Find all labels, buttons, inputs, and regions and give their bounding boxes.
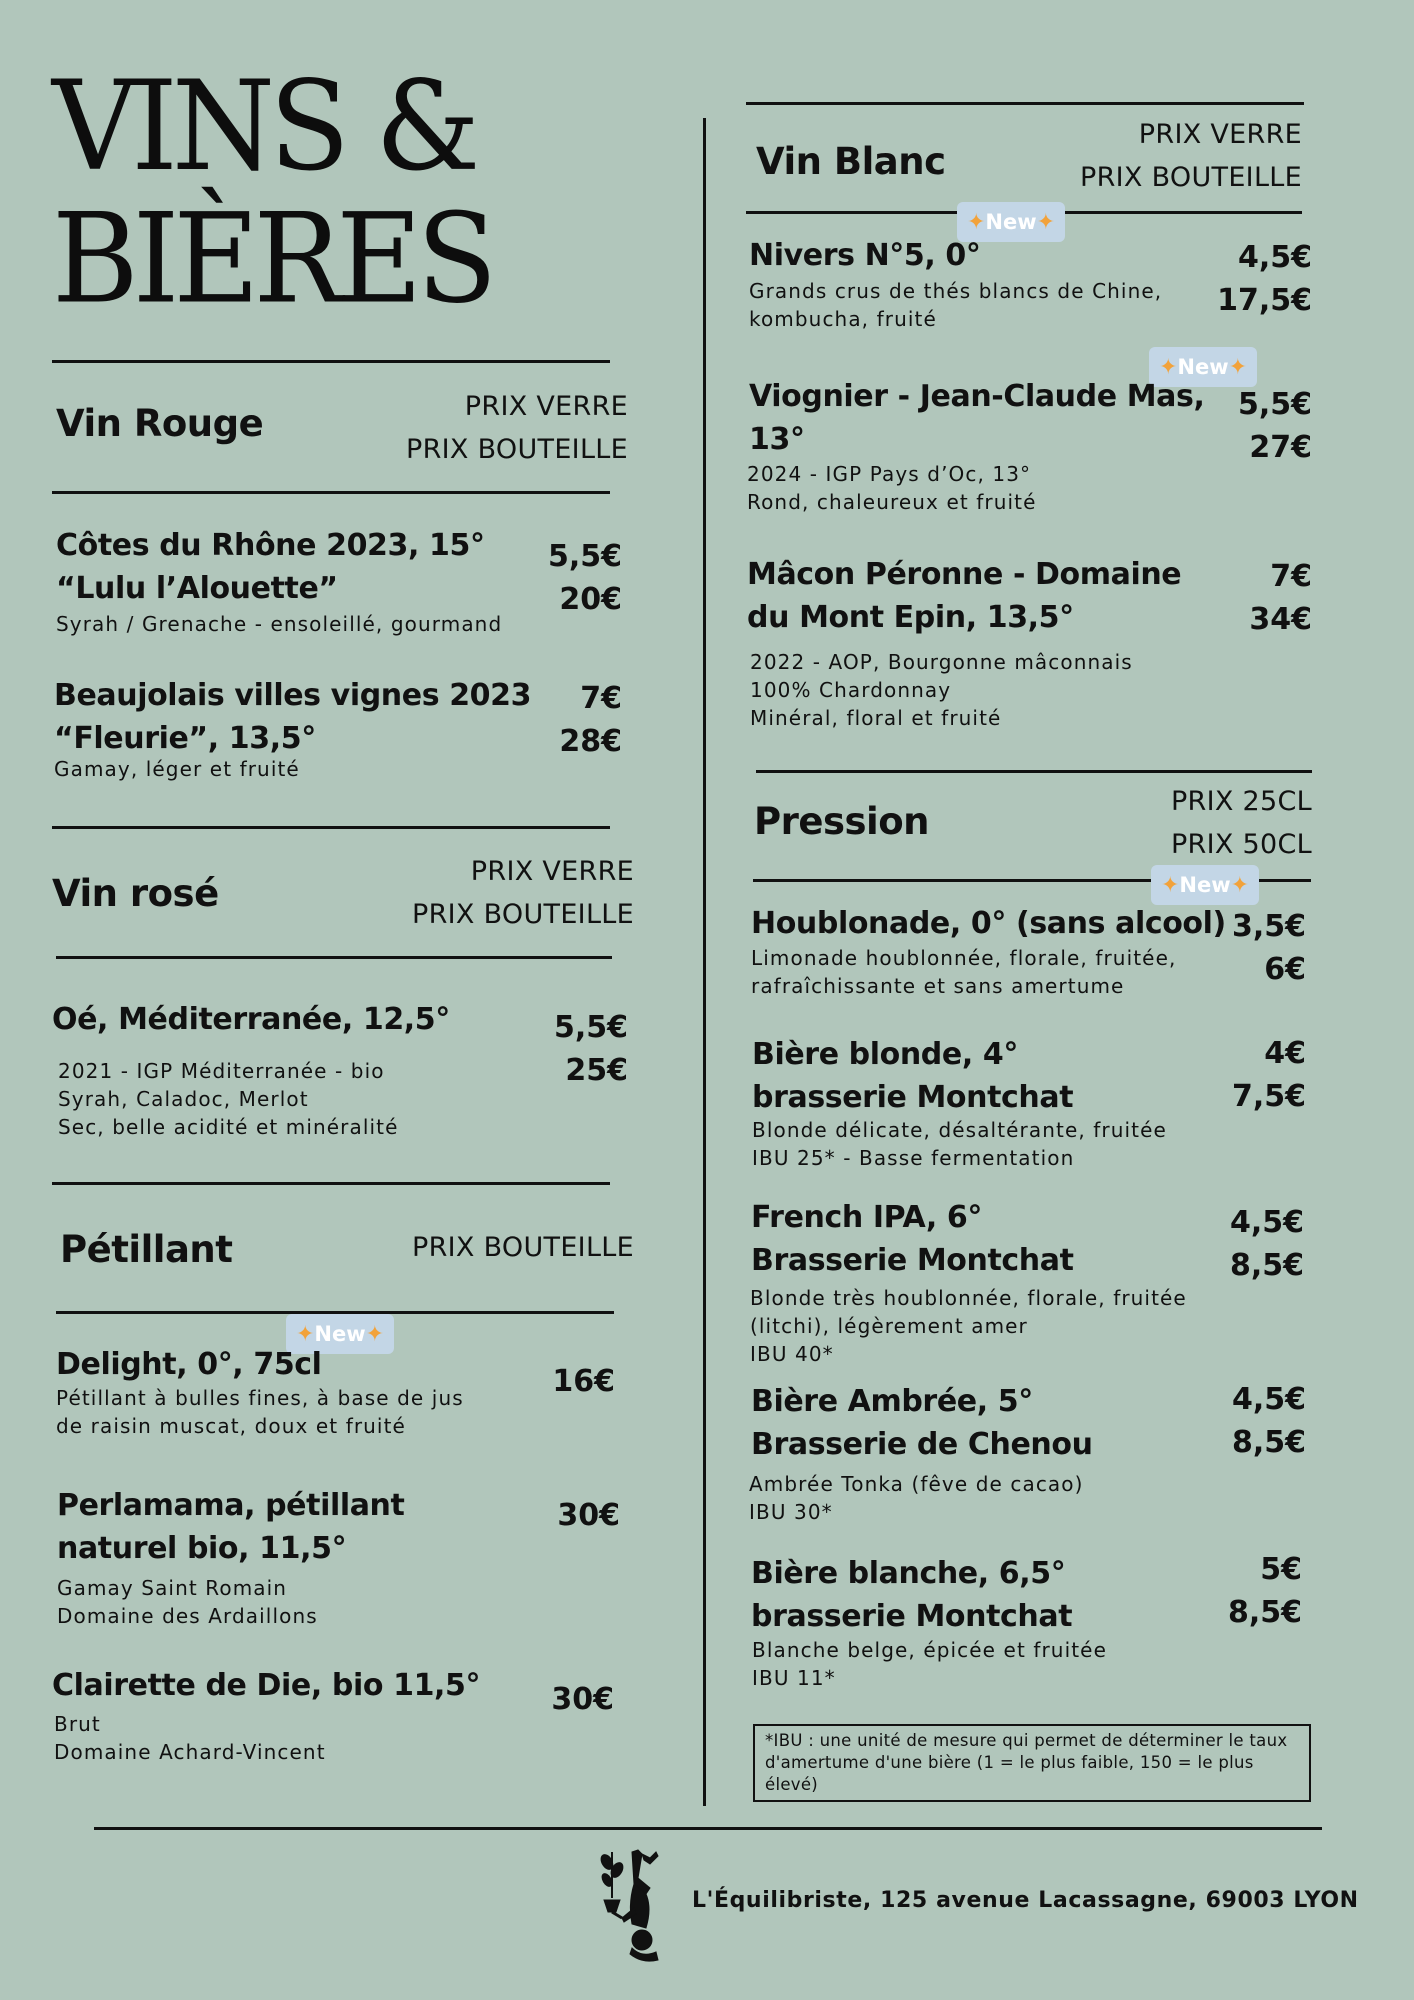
menu-title-line1: VINS &	[52, 53, 475, 199]
item-price: 4,5€ 17,5€	[1217, 240, 1312, 318]
item-price: 30€	[551, 1682, 614, 1717]
section-divider	[756, 770, 1312, 773]
sparkle-icon: ✦	[295, 1321, 315, 1347]
section-divider	[52, 491, 610, 494]
sparkle-icon: ✦	[966, 209, 986, 235]
section-title-vin-rouge: Vin Rouge	[56, 402, 264, 445]
ibu-footnote: *IBU : une unité de mesure qui permet de déterminer le taux d'amertume d'une bière (1 = le plus faible, 150 = le plus élevé)	[753, 1724, 1311, 1802]
sparkle-icon: ✦	[1158, 354, 1178, 380]
item-price: 5€ 8,5€	[1227, 1552, 1302, 1630]
item-name: Houblonade, 0° (sans alcool)	[751, 906, 1226, 941]
item-name: Delight, 0°, 75cl	[56, 1347, 322, 1382]
item-description: 2024 - IGP Pays d’Oc, 13° Rond, chaleureux et fruité	[747, 462, 1037, 514]
item-price: 4€ 7,5€	[1231, 1036, 1306, 1114]
item-name: Oé, Méditerranée, 12,5°	[52, 1002, 450, 1037]
item-name: Bière blanche, 6,5° brasserie Montchat	[751, 1556, 1073, 1634]
item-name: Bière blonde, 4° brasserie Montchat	[752, 1037, 1074, 1115]
item-price: 5,5€ 25€	[553, 1010, 628, 1088]
sparkle-icon: ✦	[1160, 872, 1180, 898]
item-price: 7€ 34€	[1249, 559, 1312, 637]
item-description: Pétillant à bulles fines, à base de jus de raisin muscat, doux et fruité	[56, 1386, 464, 1438]
menu-title	[52, 53, 492, 331]
sparkle-icon: ✦	[1230, 872, 1250, 898]
footer-address: L'Équilibriste, 125 avenue Lacassagne, 69003 LYON	[692, 1888, 1359, 1913]
item-description: Syrah / Grenache - ensoleillé, gourmand	[56, 612, 503, 636]
item-description: Brut Domaine Achard-Vincent	[54, 1712, 326, 1764]
item-description: Grands crus de thés blancs de Chine, kombucha, fruité	[749, 279, 1163, 331]
item-price: 3,5€ 6€	[1231, 909, 1306, 987]
item-description: Gamay Saint Romain Domaine des Ardaillons	[57, 1576, 318, 1628]
item-name: Perlamama, pétillant naturel bio, 11,5°	[57, 1488, 405, 1566]
item-price: 5,5€ 27€	[1237, 387, 1312, 465]
sparkle-icon: ✦	[365, 1321, 385, 1347]
item-name: Viognier - Jean-Claude Mas, 13°	[749, 379, 1205, 457]
section-title-pression: Pression	[754, 800, 929, 843]
item-price: 5,5€ 20€	[547, 539, 622, 617]
item-description: Limonade houblonnée, florale, fruitée, rafraîchissante et sans amertume	[751, 946, 1177, 998]
section-title-petillant: Pétillant	[60, 1228, 233, 1271]
section-divider	[52, 1182, 610, 1185]
item-name: Côtes du Rhône 2023, 15° “Lulu l’Alouette”	[56, 528, 485, 606]
item-price: 4,5€ 8,5€	[1229, 1205, 1304, 1283]
column-divider	[703, 118, 706, 1806]
section-divider	[56, 956, 612, 959]
section-price-header: PRIX VERRE PRIX BOUTEILLE	[411, 856, 634, 930]
sparkle-icon: ✦	[1036, 209, 1056, 235]
item-description: 2022 - AOP, Bourgonne mâconnais 100% Chardonnay Minéral, floral et fruité	[750, 650, 1133, 730]
item-price: 30€	[557, 1498, 620, 1533]
section-title-vin-blanc: Vin Blanc	[756, 140, 946, 183]
item-name: Nivers N°5, 0°	[749, 238, 981, 273]
item-description: Gamay, léger et fruité	[54, 757, 300, 781]
item-name: Bière Ambrée, 5° Brasserie de Chenou	[751, 1384, 1093, 1462]
section-divider	[52, 360, 610, 363]
section-divider	[52, 826, 610, 829]
section-title-vin-rose: Vin rosé	[52, 872, 219, 915]
section-divider	[746, 102, 1304, 105]
new-badge: ✦ New ✦	[1149, 347, 1257, 387]
item-description: Ambrée Tonka (fêve de cacao) IBU 30*	[749, 1472, 1084, 1524]
footer-divider	[94, 1827, 1322, 1830]
menu-title-line2: BIÈRES	[52, 186, 492, 331]
item-description: 2021 - IGP Méditerranée - bio Syrah, Caladoc, Merlot Sec, belle acidité et minéralité	[58, 1059, 399, 1139]
section-price-header: PRIX VERRE PRIX BOUTEILLE	[405, 391, 628, 465]
item-price: 7€ 28€	[559, 681, 622, 759]
sparkle-icon: ✦	[1228, 354, 1248, 380]
new-badge: ✦ New ✦	[286, 1314, 394, 1354]
item-description: Blonde très houblonnée, florale, fruitée (litchi), légèrement amer IBU 40*	[750, 1286, 1187, 1366]
item-price: 4,5€ 8,5€	[1231, 1382, 1306, 1460]
item-name: Mâcon Péronne - Domaine du Mont Epin, 13,5°	[747, 557, 1182, 635]
new-badge: ✦ New ✦	[957, 202, 1065, 242]
section-price-header: PRIX VERRE PRIX BOUTEILLE	[1079, 119, 1302, 193]
item-name: Clairette de Die, bio 11,5°	[52, 1668, 481, 1703]
item-price: 16€	[552, 1364, 615, 1399]
section-price-header: PRIX BOUTEILLE	[411, 1232, 634, 1263]
section-price-header: PRIX 25CL PRIX 50CL	[1170, 786, 1312, 860]
item-description: Blanche belge, épicée et fruitée IBU 11*	[752, 1638, 1107, 1690]
item-description: Blonde délicate, désaltérante, fruitée IBU 25* - Basse fermentation	[752, 1118, 1167, 1170]
new-badge: ✦ New ✦	[1151, 865, 1259, 905]
item-name: French IPA, 6° Brasserie Montchat	[751, 1200, 1074, 1278]
item-name: Beaujolais villes vignes 2023 “Fleurie”, 13,5°	[54, 678, 532, 756]
acrobat-logo-icon	[598, 1848, 670, 1964]
